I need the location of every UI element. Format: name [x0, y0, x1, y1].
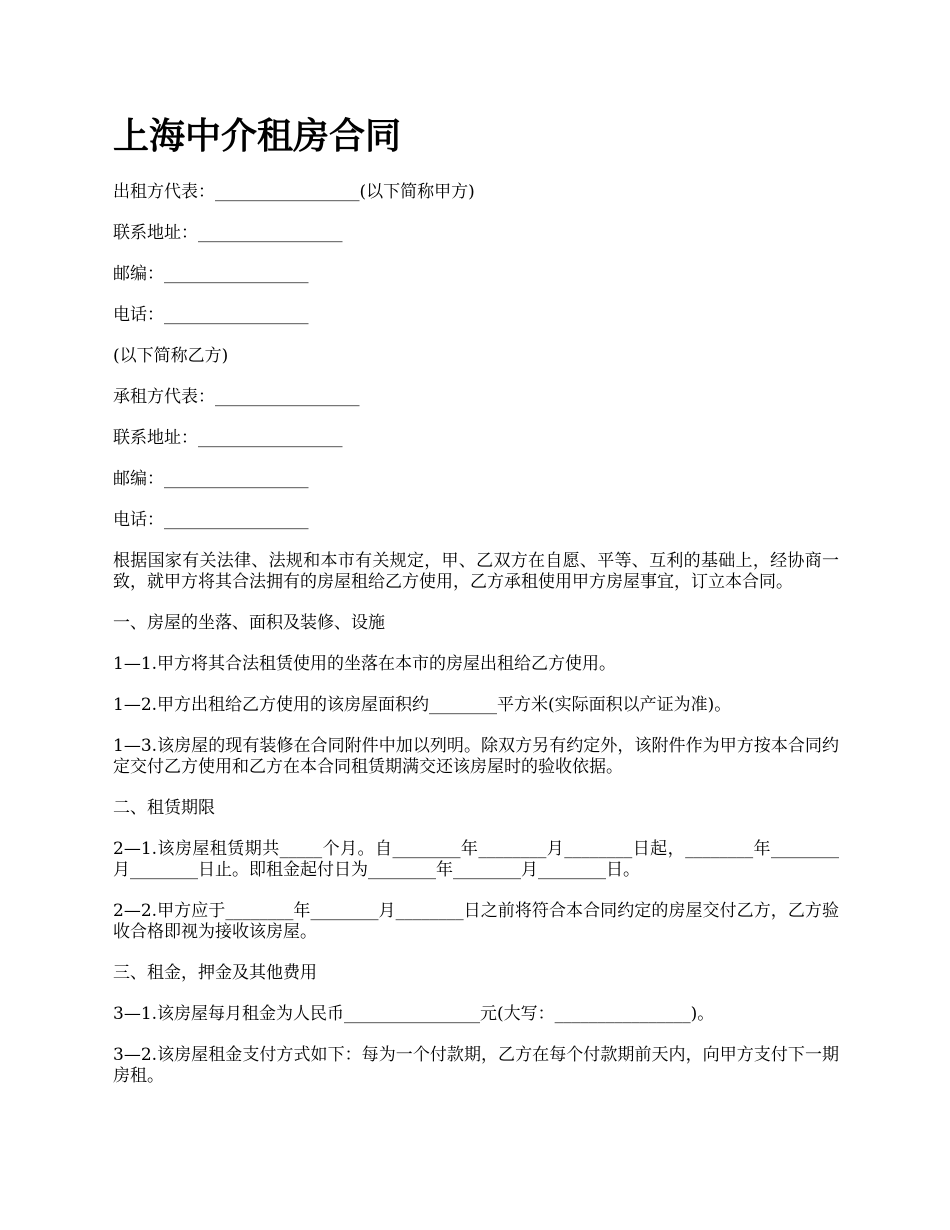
lessee-representative: 承租方代表：_________________ — [113, 387, 360, 407]
document-title: 上海中介租房合同 — [113, 115, 402, 157]
lessee-phone: 电话：_________________ — [113, 510, 309, 530]
document-page — [113, 112, 839, 1107]
clause-3-1: 3—1.该房屋每月租金为人民币________________元(大写：________________)。 — [113, 1004, 715, 1024]
clause-2-2: 2—2.甲方应于________年________月________日之前将符合本合同约定的房屋交付乙方，乙方验收合格即视为接收该房屋。 — [113, 901, 839, 942]
lessor-representative: 出租方代表：_________________(以下简称甲方) — [113, 182, 475, 202]
section-heading-3: 三、租金，押金及其他费用 — [113, 963, 317, 983]
clause-2-1: 2—1.该房屋租赁期共_____个月。自________年________月________日起，________年________月________日止。即租金起付日为________年________月________日。 — [113, 839, 839, 880]
lessee-note: (以下简称乙方) — [113, 346, 229, 366]
lessee-address: 联系地址：_________________ — [113, 428, 343, 448]
clause-1-2: 1—2.甲方出租给乙方使用的该房屋面积约________平方米(实际面积以产证为准)。 — [113, 695, 732, 715]
lessor-phone: 电话：_________________ — [113, 305, 309, 325]
lessee-postcode: 邮编：_________________ — [113, 469, 309, 489]
clause-1-1: 1—1.甲方将其合法租赁使用的坐落在本市的房屋出租给乙方使用。 — [113, 654, 617, 674]
clause-3-2: 3—2.该房屋租金支付方式如下：每为一个付款期，乙方在每个付款期前天内，向甲方支付下一期房租。 — [113, 1045, 839, 1086]
clause-1-3: 1—3.该房屋的现有装修在合同附件中加以列明。除双方另有约定外，该附件作为甲方按本合同约定交付乙方使用和乙方在本合同租赁期满交还该房屋时的验收依据。 — [113, 736, 839, 777]
section-heading-1: 一、房屋的坐落、面积及装修、设施 — [113, 613, 385, 633]
section-heading-2: 二、租赁期限 — [113, 798, 215, 818]
preamble-paragraph: 根据国家有关法律、法规和本市有关规定，甲、乙双方在自愿、平等、互利的基础上，经协商一致，就甲方将其合法拥有的房屋租给乙方使用，乙方承租使用甲方房屋事宜，订立本合同。 — [113, 551, 839, 592]
lessor-address: 联系地址：_________________ — [113, 223, 343, 243]
lessor-postcode: 邮编：_________________ — [113, 264, 309, 284]
